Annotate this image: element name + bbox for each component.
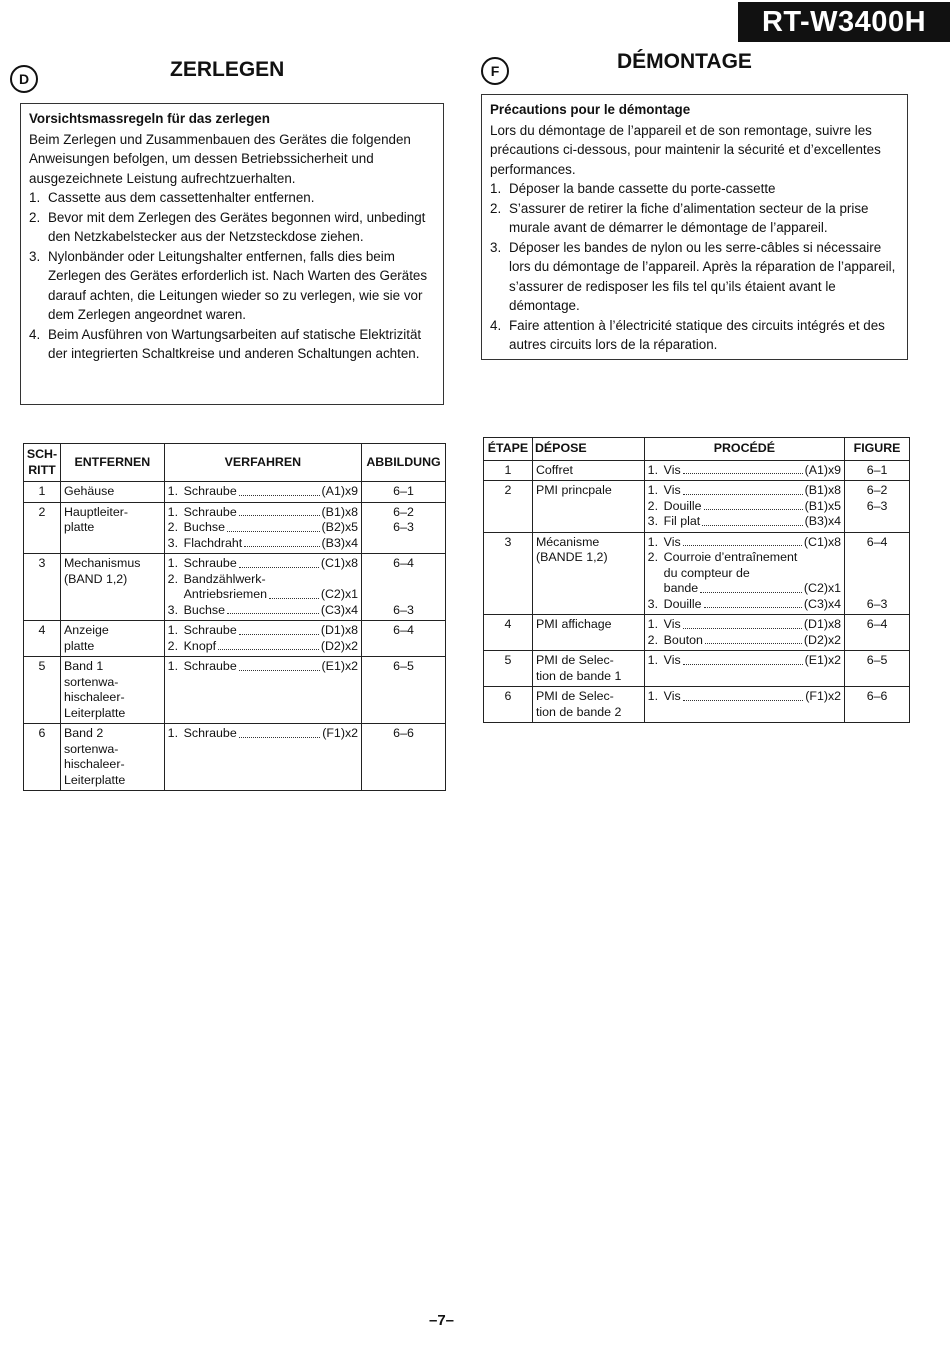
procedure-step-number: 1.	[647, 617, 659, 631]
procedure-step	[648, 535, 841, 551]
procedure-part: Schraube	[183, 623, 237, 637]
table-row	[24, 621, 446, 657]
dot-leader	[683, 628, 802, 629]
model-badge: RT-W3400H	[738, 2, 950, 42]
dot-leader	[239, 567, 319, 568]
procedure-step-number: 2.	[647, 498, 659, 513]
procedure-quantity: (B1)x8	[321, 504, 359, 519]
table-row	[24, 554, 446, 621]
procedure-cell	[644, 532, 844, 615]
procedure-quantity: (C2)x1	[320, 587, 359, 601]
procedure-step	[168, 536, 358, 552]
figure-reference: 6–2	[393, 504, 414, 519]
procedure-part: Schraube	[183, 504, 237, 519]
disassembly-table-de	[23, 443, 446, 791]
dot-leader	[683, 700, 804, 701]
figure-reference: 6–3	[866, 596, 888, 611]
column-header: VERFAHREN	[164, 444, 361, 482]
dot-leader	[704, 607, 802, 608]
procedure-part: Vis	[663, 617, 681, 631]
procedure-step-number: 1.	[647, 653, 659, 667]
precautions-heading: Précautions pour le démontage	[490, 102, 691, 117]
column-header: ÉTAPE	[484, 438, 533, 461]
procedure-step	[648, 566, 841, 582]
figure-reference: 6–1	[866, 462, 888, 477]
procedure-part: du compteur de	[663, 565, 750, 580]
figure-reference	[848, 514, 906, 530]
procedure-cell	[164, 502, 361, 554]
procedure-step	[168, 623, 358, 639]
language-mark-de: D	[10, 65, 38, 93]
part-name: Band 2 sortenwa- hischaleer- Leiterplatte	[60, 724, 164, 791]
procedure-quantity: (B2)x5	[321, 520, 359, 534]
part-name: Mécanisme (BANDE 1,2)	[532, 532, 644, 615]
precautions-heading: Vorsichtsmassregeln für das zerlegen	[29, 111, 270, 126]
figure-reference: 6–6	[866, 689, 888, 703]
table-row	[484, 615, 910, 651]
procedure-step-number: 1.	[167, 623, 179, 637]
procedure-quantity: (D2)x2	[803, 632, 842, 647]
procedure-step	[648, 463, 841, 479]
step-number: 2	[484, 481, 533, 533]
part-name: Band 1 sortenwa- hischaleer- Leiterplatte	[60, 657, 164, 724]
procedure-step-number: 1.	[167, 726, 179, 740]
figure-reference: 6–5	[393, 659, 414, 673]
procedure-part: Buchse	[183, 602, 226, 617]
step-number: 2	[24, 502, 61, 554]
step-number: 6	[24, 724, 61, 791]
figure-reference	[365, 587, 442, 603]
dot-leader	[683, 494, 803, 495]
dot-leader	[227, 531, 320, 532]
figure-reference: 6–4	[393, 556, 414, 570]
step-number: 4	[484, 615, 533, 651]
procedure-step-number: 2.	[167, 520, 179, 534]
procedure-step-number: 1.	[647, 483, 659, 497]
figure-reference	[848, 633, 906, 649]
figure-reference: 6–6	[393, 726, 414, 740]
procedure-quantity: (D2)x2	[320, 638, 359, 653]
procedure-part: Vis	[663, 689, 681, 703]
procedure-step-number: 2.	[647, 550, 659, 564]
procedure-step-number: 1.	[167, 556, 179, 570]
figure-reference	[365, 536, 442, 552]
procedure-step-number: 3.	[647, 596, 659, 611]
figure-reference	[848, 581, 906, 597]
figure-cell	[362, 502, 446, 554]
table-header-row	[484, 438, 910, 461]
page-number: –7–	[429, 1312, 455, 1329]
figure-cell	[845, 687, 910, 723]
procedure-part: Fil plat	[663, 514, 701, 528]
procedure-part: Knopf	[183, 638, 217, 653]
procedure-quantity: (E1)x2	[321, 659, 359, 673]
dot-leader	[218, 649, 319, 650]
procedure-quantity: (F1)x2	[805, 689, 842, 703]
procedure-step	[648, 483, 841, 499]
dot-leader	[239, 634, 319, 635]
figure-cell	[362, 657, 446, 724]
dot-leader	[683, 664, 803, 665]
dot-leader	[239, 495, 320, 496]
procedure-part: Courroie d’entraînement	[663, 550, 798, 564]
procedure-step	[168, 556, 358, 572]
procedure-quantity: (B3)x4	[804, 514, 842, 528]
column-header: FIGURE	[845, 438, 910, 461]
figure-cell	[845, 481, 910, 533]
procedure-part: Flachdraht	[183, 535, 243, 550]
procedure-part: Schraube	[183, 726, 237, 740]
procedure-cell	[164, 482, 361, 503]
dot-leader	[683, 473, 803, 474]
part-name: PMI de Selec- tion de bande 1	[532, 651, 644, 687]
procedure-quantity: (D1)x8	[320, 623, 359, 637]
procedure-step	[648, 617, 841, 633]
dot-leader	[244, 546, 319, 547]
procedure-step-number: 3.	[167, 602, 179, 617]
procedure-part: Antriebsriemen	[183, 587, 268, 601]
step-number: 4	[24, 621, 61, 657]
procedure-step	[648, 653, 841, 669]
figure-cell	[845, 460, 910, 481]
table-row	[484, 651, 910, 687]
precaution-item: 3. Nylonbänder oder Leitungshalter entfernen, falls dies beim Zerlegen des Gerätes erforderlich ist. Nach Warten des Gerätes darauf achten, die Leitungen wieder so zu verlegen, wie sie vor dem Zerlegen angeordnet waren.	[29, 248, 428, 322]
figure-cell	[362, 724, 446, 791]
procedure-part: Schraube	[183, 484, 237, 498]
procedure-cell	[164, 724, 361, 791]
column-header: SCH- RITT	[24, 444, 61, 482]
figure-reference: 6–3	[393, 520, 414, 534]
dot-leader	[269, 598, 319, 599]
procedure-step	[168, 639, 358, 655]
dot-leader	[704, 509, 803, 510]
figure-reference: 6–2	[866, 483, 888, 497]
dot-leader	[702, 525, 802, 526]
column-header: ABBILDUNG	[362, 444, 446, 482]
precautions-box-fr	[481, 94, 908, 360]
dot-leader	[239, 515, 320, 516]
section-title-fr: DÉMONTAGE	[617, 50, 752, 73]
procedure-quantity: (B3)x4	[321, 535, 359, 550]
step-number: 1	[484, 460, 533, 481]
precautions-list	[29, 188, 435, 364]
procedure-quantity: (C2)x1	[803, 581, 842, 595]
procedure-cell	[164, 554, 361, 621]
figure-reference: 6–1	[393, 484, 414, 498]
procedure-step-number: 1.	[647, 534, 659, 549]
procedure-part: Vis	[663, 534, 681, 549]
procedure-step	[168, 659, 358, 675]
figure-cell	[845, 651, 910, 687]
procedure-step	[648, 689, 841, 705]
dot-leader	[683, 545, 802, 546]
table-row	[24, 482, 446, 503]
procedure-part: Bouton	[663, 632, 703, 647]
dot-leader	[239, 737, 321, 738]
precaution-item: 2. Bevor mit dem Zerlegen des Gerätes begonnen wird, unbedingt den Netzkabelstecker aus der Netzsteckdose ziehen.	[29, 209, 426, 244]
figure-cell	[362, 621, 446, 657]
figure-reference	[848, 566, 906, 582]
table-header-row	[24, 444, 446, 482]
figure-cell	[845, 532, 910, 615]
procedure-step-number: 1.	[167, 484, 179, 498]
procedure-quantity: (C1)x8	[803, 534, 842, 549]
procedure-part: Schraube	[183, 659, 237, 673]
procedure-quantity: (B1)x5	[804, 498, 842, 513]
procedure-step-number: 2.	[167, 571, 179, 586]
procedure-step	[168, 587, 358, 603]
procedure-quantity: (F1)x2	[322, 726, 359, 740]
column-header: ENTFERNEN	[60, 444, 164, 482]
column-header: PROCÉDÉ	[644, 438, 844, 461]
procedure-quantity: (C3)x4	[803, 596, 842, 611]
precautions-list	[490, 179, 899, 355]
step-number: 3	[24, 554, 61, 621]
precaution-item: 4. Beim Ausführen von Wartungsarbeiten auf statische Elektrizität der integrierten Schaltkreise und anderen Schaltungen achten.	[29, 326, 422, 361]
table-row	[24, 502, 446, 554]
procedure-quantity: (A1)x9	[321, 484, 359, 498]
procedure-step-number: 1.	[647, 462, 659, 477]
procedure-part: Schraube	[183, 556, 237, 570]
dot-leader	[227, 613, 319, 614]
procedure-step	[648, 514, 841, 530]
procedure-step	[648, 499, 841, 515]
procedure-quantity: (C3)x4	[320, 602, 359, 617]
part-name: Gehäuse	[60, 482, 164, 503]
column-header: DÉPOSE	[532, 438, 644, 461]
procedure-quantity: (B1)x8	[804, 483, 842, 497]
procedure-cell	[644, 481, 844, 533]
procedure-part: Douille	[663, 498, 702, 513]
precaution-item: 2. S’assurer de retirer la fiche d’alimentation secteur de la prise murale avant de démarrer le démontage de l’appareil.	[490, 200, 869, 235]
procedure-step	[168, 505, 358, 521]
procedure-step	[168, 484, 358, 500]
procedure-step-number: 1.	[167, 504, 179, 519]
table-row	[484, 481, 910, 533]
procedure-quantity: (C1)x8	[320, 556, 359, 570]
step-number: 3	[484, 532, 533, 615]
part-name: Anzeige platte	[60, 621, 164, 657]
figure-reference	[365, 572, 442, 588]
procedure-step-number: 1.	[647, 689, 659, 703]
procedure-step-number: 3.	[167, 535, 179, 550]
procedure-step	[648, 581, 841, 597]
figure-reference: 6–4	[866, 534, 888, 549]
procedure-step-number: 2.	[167, 638, 179, 653]
procedure-cell	[164, 657, 361, 724]
procedure-step	[648, 550, 841, 566]
table-row	[484, 460, 910, 481]
procedure-quantity: (E1)x2	[804, 653, 842, 667]
procedure-quantity: (A1)x9	[804, 462, 842, 477]
figure-reference: 6–4	[866, 617, 888, 631]
figure-cell	[362, 554, 446, 621]
precaution-item: 1. Déposer la bande cassette du porte-cassette	[490, 181, 776, 196]
procedure-cell	[644, 615, 844, 651]
procedure-part: Vis	[663, 462, 681, 477]
procedure-step	[648, 597, 841, 613]
procedure-step	[168, 603, 358, 619]
procedure-step	[168, 520, 358, 536]
part-name: PMI princpale	[532, 481, 644, 533]
procedure-cell	[644, 460, 844, 481]
procedure-part: Vis	[663, 483, 681, 497]
step-number: 5	[24, 657, 61, 724]
procedure-step-number: 3.	[647, 514, 659, 528]
figure-cell	[362, 482, 446, 503]
part-name: Coffret	[532, 460, 644, 481]
part-name: Mechanismus (BAND 1,2)	[60, 554, 164, 621]
dot-leader	[239, 670, 320, 671]
step-number: 5	[484, 651, 533, 687]
precautions-intro: Beim Zerlegen und Zusammenbauen des Gerätes die folgenden Anweisungen befolgen, um dessen Betriebssicherheit und ausgezeichnete Leistung aufrechtzuerhalten.	[29, 131, 411, 186]
figure-cell	[845, 615, 910, 651]
figure-reference	[365, 639, 442, 655]
procedure-cell	[164, 621, 361, 657]
table-row	[24, 724, 446, 791]
procedure-part: bande	[663, 581, 699, 595]
procedure-cell	[644, 651, 844, 687]
step-number: 1	[24, 482, 61, 503]
procedure-step	[168, 726, 358, 742]
step-number: 6	[484, 687, 533, 723]
language-mark-fr: F	[481, 57, 509, 85]
section-title-de: ZERLEGEN	[170, 58, 285, 81]
table-row	[484, 532, 910, 615]
dot-leader	[700, 592, 802, 593]
procedure-quantity: (D1)x8	[803, 617, 842, 631]
figure-reference: 6–3	[866, 498, 888, 513]
procedure-part: Douille	[663, 596, 702, 611]
figure-reference: 6–3	[393, 602, 414, 617]
part-name: PMI affichage	[532, 615, 644, 651]
procedure-step-number: 2.	[647, 632, 659, 647]
dot-leader	[705, 643, 802, 644]
procedure-cell	[644, 687, 844, 723]
table-row	[484, 687, 910, 723]
precaution-item: 3. Déposer les bandes de nylon ou les serre-câbles si nécessaire lors du démontage de l’appareil. Après la réparation de l’appareil, s’assurer de redisposer les fils tel qu’ils étaient avant le démontage.	[490, 239, 896, 313]
procedure-step	[648, 633, 841, 649]
procedure-part: Vis	[663, 653, 681, 667]
procedure-step	[168, 572, 358, 588]
procedure-part: Buchse	[183, 520, 226, 534]
disassembly-table-fr	[483, 437, 910, 723]
procedure-part: Bandzählwerk-	[183, 571, 266, 586]
precaution-item: 1. Cassette aus dem cassettenhalter entfernen.	[29, 190, 315, 205]
table-row	[24, 657, 446, 724]
part-name: PMI de Selec- tion de bande 2	[532, 687, 644, 723]
figure-reference: 6–4	[393, 623, 414, 637]
figure-reference: 6–5	[866, 653, 888, 667]
procedure-step-number: 1.	[167, 659, 179, 673]
figure-reference	[848, 550, 906, 566]
part-name: Hauptleiter- platte	[60, 502, 164, 554]
precautions-box-de	[20, 103, 444, 405]
precautions-intro: Lors du démontage de l’appareil et de son remontage, suivre les précautions ci-dessous, pour maintenir la sécurité et d’excellentes performances.	[490, 122, 881, 177]
precaution-item: 4. Faire attention à l’électricité statique des circuits intégrés et des autres circuits lors de la réparation.	[490, 317, 885, 352]
